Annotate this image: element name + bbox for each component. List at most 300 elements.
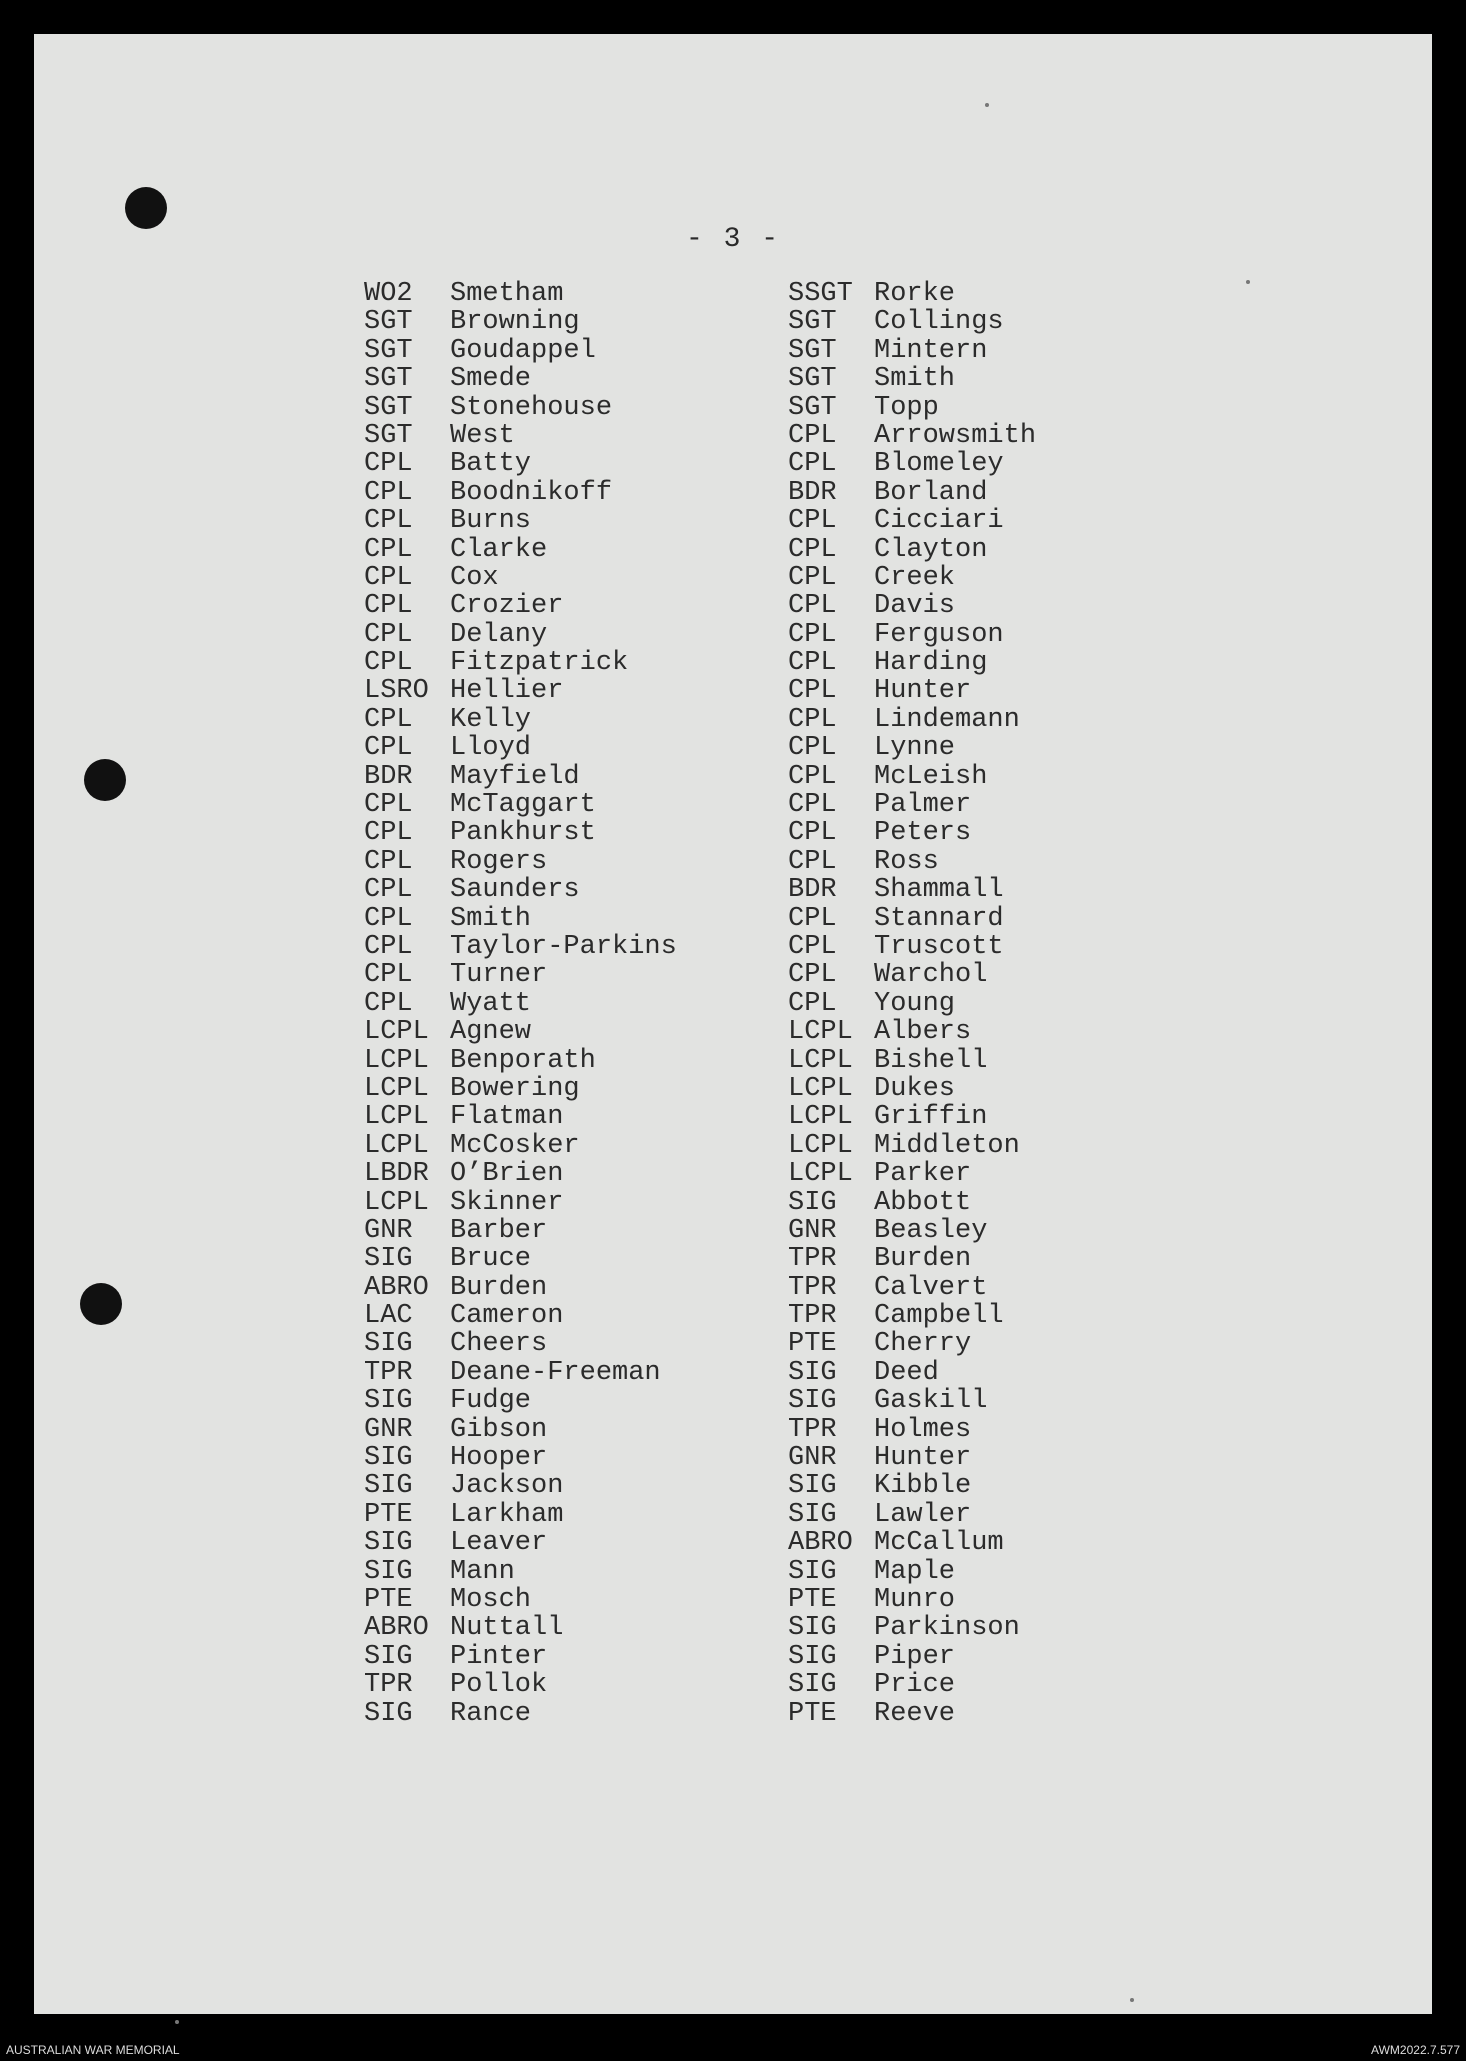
personnel-entry [364,621,677,649]
surname: Burns [450,506,532,537]
surname: Pinter [450,1641,548,1672]
surname: O’Brien [450,1159,564,1190]
surname: Hellier [450,676,564,707]
surname: Pankhurst [450,818,596,849]
personnel-entry [364,1416,677,1444]
personnel-entry [788,422,1036,450]
personnel-entry [788,1359,1036,1387]
surname: Collings [874,307,1004,338]
rank: LBDR [364,1159,429,1190]
rank: CPL [788,562,837,593]
surname: Davis [874,591,956,622]
personnel-entry [364,365,677,393]
personnel-entry [364,394,677,422]
personnel-entry [788,337,1036,365]
document-page [34,34,1432,2014]
rank: CPL [788,534,837,565]
rank: SIG [364,1556,413,1587]
personnel-entry [364,961,677,989]
surname: Cheers [450,1329,548,1360]
surname: Shammall [874,875,1004,906]
rank: SIG [364,1244,413,1275]
rank: CPL [364,790,413,821]
surname: Smede [450,364,532,395]
surname: Munro [874,1584,956,1615]
surname: McCosker [450,1130,580,1161]
rank: BDR [788,875,837,906]
rank: GNR [364,1414,413,1445]
personnel-entry [364,677,677,705]
rank: CPL [788,619,837,650]
rank: SGT [788,392,837,423]
personnel-entry [788,1330,1036,1358]
surname: Goudappel [450,335,596,366]
rank: PTE [788,1329,837,1360]
surname: Wyatt [450,988,532,1019]
surname: Burden [450,1272,548,1303]
surname: Piper [874,1641,956,1672]
personnel-entry [788,1700,1036,1728]
rank: SIG [788,1613,837,1644]
personnel-entry [788,1558,1036,1586]
punch-hole-middle [84,759,126,801]
rank: GNR [788,1215,837,1246]
surname: Flatman [450,1102,564,1133]
personnel-entry [788,1643,1036,1671]
rank: CPL [364,562,413,593]
personnel-entry [364,422,677,450]
rank: SIG [788,1386,837,1417]
surname: Skinner [450,1187,564,1218]
page-number: - 3 - [685,224,780,255]
rank: SGT [788,364,837,395]
personnel-entry [788,1586,1036,1614]
personnel-entry [788,649,1036,677]
rank: LCPL [788,1159,853,1190]
surname: Cherry [874,1329,972,1360]
surname: Agnew [450,1017,532,1048]
rank: SIG [788,1641,837,1672]
personnel-entry [364,337,677,365]
personnel-entry [364,905,677,933]
surname: Mosch [450,1584,532,1615]
surname: Gaskill [874,1386,988,1417]
rank: CPL [364,704,413,735]
rank: LCPL [788,1102,853,1133]
rank: SIG [364,1698,413,1729]
personnel-entry [364,791,677,819]
surname: Price [874,1670,956,1701]
rank: BDR [364,761,413,792]
rank: CPL [364,903,413,934]
personnel-entry [788,507,1036,535]
rank: CPL [788,960,837,991]
rank: LCPL [788,1073,853,1104]
surname: Deed [874,1357,939,1388]
rank: CPL [364,818,413,849]
personnel-entry [788,394,1036,422]
personnel-entry [364,1103,677,1131]
paper-speck [985,103,989,107]
surname: Gibson [450,1414,548,1445]
rank: CPL [788,648,837,679]
surname: McLeish [874,761,988,792]
personnel-entry [788,734,1036,762]
surname: Maple [874,1556,956,1587]
rank: SIG [364,1329,413,1360]
personnel-entry [364,507,677,535]
surname: Deane-Freeman [450,1357,661,1388]
rank: TPR [788,1244,837,1275]
surname: Warchol [874,960,988,991]
rank: SIG [364,1528,413,1559]
rank: CPL [788,420,837,451]
rank: CPL [788,591,837,622]
rank: TPR [364,1357,413,1388]
rank: PTE [788,1584,837,1615]
surname: Fitzpatrick [450,648,629,679]
surname: Middleton [874,1130,1020,1161]
rank: SGT [364,307,413,338]
personnel-entry [788,1018,1036,1046]
rank: LCPL [788,1130,853,1161]
rank: GNR [788,1443,837,1474]
personnel-entry [788,1075,1036,1103]
surname: Smetham [450,279,564,309]
surname: Clayton [874,534,988,565]
personnel-entry [788,1189,1036,1217]
personnel-entry [788,592,1036,620]
rank: CPL [364,960,413,991]
surname: Boodnikoff [450,477,613,508]
personnel-entry [788,1302,1036,1330]
personnel-entry [788,536,1036,564]
surname: Reeve [874,1698,956,1729]
personnel-entry [788,1444,1036,1472]
surname: Bishell [874,1045,988,1076]
personnel-entry [788,990,1036,1018]
personnel-entry [788,1416,1036,1444]
surname: McTaggart [450,790,596,821]
surname: Holmes [874,1414,972,1445]
personnel-entry [788,1160,1036,1188]
rank: SGT [364,364,413,395]
personnel-entry [364,1018,677,1046]
personnel-entry [364,1274,677,1302]
rank: LCPL [364,1045,429,1076]
personnel-entry [364,706,677,734]
rank: CPL [364,591,413,622]
personnel-entry [788,1501,1036,1529]
personnel-entry [788,479,1036,507]
punch-hole-top [125,187,167,229]
personnel-entry [788,677,1036,705]
personnel-entry [364,1671,677,1699]
rank: SIG [364,1443,413,1474]
rank: SIG [364,1641,413,1672]
personnel-entry [788,1047,1036,1075]
surname: Barber [450,1215,548,1246]
rank: ABRO [364,1272,429,1303]
rank: LAC [364,1301,413,1332]
personnel-entry [364,1189,677,1217]
surname: Creek [874,562,956,593]
surname: Clarke [450,534,548,565]
personnel-entry [364,1217,677,1245]
surname: Peters [874,818,972,849]
surname: Jackson [450,1471,564,1502]
surname: Palmer [874,790,972,821]
surname: Burden [874,1244,972,1275]
personnel-entry [788,961,1036,989]
surname: Griffin [874,1102,988,1133]
rank: PTE [364,1584,413,1615]
paper-speck [1130,1998,1134,2002]
personnel-entry [364,1387,677,1415]
rank: CPL [364,506,413,537]
personnel-entry [364,1132,677,1160]
personnel-entry [788,1245,1036,1273]
personnel-entry [364,1359,677,1387]
personnel-entry [788,1614,1036,1642]
rank: SGT [788,335,837,366]
surname: Parkinson [874,1613,1020,1644]
rank: LCPL [364,1130,429,1161]
surname: Leaver [450,1528,548,1559]
personnel-entry [788,1671,1036,1699]
personnel-entry [788,280,1036,308]
personnel-entry [788,1217,1036,1245]
personnel-entry [364,564,677,592]
surname: Mann [450,1556,515,1587]
punch-hole-bottom [80,1283,122,1325]
rank: TPR [364,1670,413,1701]
rank: SIG [788,1357,837,1388]
rank: SGT [364,392,413,423]
rank: SIG [788,1499,837,1530]
rank: GNR [364,1215,413,1246]
surname: Topp [874,392,939,423]
rank: CPL [788,988,837,1019]
surname: Bruce [450,1244,532,1275]
rank: CPL [788,676,837,707]
surname: Stonehouse [450,392,613,423]
surname: Smith [450,903,532,934]
surname: Benporath [450,1045,596,1076]
personnel-entry [788,876,1036,904]
rank: LCPL [364,1073,429,1104]
surname: Browning [450,307,580,338]
surname: Calvert [874,1272,988,1303]
surname: Harding [874,648,988,679]
rank: PTE [788,1698,837,1729]
rank: SIG [364,1471,413,1502]
rank: LSRO [364,676,429,707]
surname: Taylor-Parkins [450,931,677,962]
personnel-entry [788,763,1036,791]
surname: Stannard [874,903,1004,934]
surname: Arrowsmith [874,420,1037,451]
personnel-entry [364,876,677,904]
personnel-entry [364,763,677,791]
personnel-entry [364,1501,677,1529]
rank: LCPL [788,1017,853,1048]
rank: SGT [364,335,413,366]
surname: Saunders [450,875,580,906]
rank: CPL [788,846,837,877]
personnel-entry [364,1330,677,1358]
surname: Dukes [874,1073,956,1104]
personnel-entry [364,990,677,1018]
rank: SIG [364,1386,413,1417]
personnel-entry [364,592,677,620]
rank: CPL [364,875,413,906]
rank: CPL [788,506,837,537]
personnel-entry [364,1529,677,1557]
personnel-entry [788,1472,1036,1500]
rank: CPL [788,733,837,764]
rank: TPR [788,1272,837,1303]
surname: Lloyd [450,733,532,764]
surname: Nuttall [450,1613,564,1644]
personnel-entry [788,791,1036,819]
surname: Lawler [874,1499,972,1530]
rank: CPL [788,818,837,849]
rank: BDR [788,477,837,508]
rank: CPL [788,931,837,962]
surname: Hooper [450,1443,548,1474]
surname: Smith [874,364,956,395]
surname: Batty [450,449,532,480]
surname: Hunter [874,1443,972,1474]
rank: SGT [364,420,413,451]
surname: Delany [450,619,548,650]
personnel-entry [364,1245,677,1273]
personnel-entry [364,450,677,478]
personnel-entry [788,1103,1036,1131]
rank: TPR [788,1414,837,1445]
surname: Rogers [450,846,548,877]
surname: Young [874,988,956,1019]
personnel-entry [364,734,677,762]
paper-speck [175,2020,179,2024]
personnel-entry [364,1700,677,1728]
surname: West [450,420,515,451]
surname: Albers [874,1017,972,1048]
surname: Campbell [874,1301,1004,1332]
rank: LCPL [364,1187,429,1218]
surname: Kelly [450,704,532,735]
surname: Truscott [874,931,1004,962]
personnel-entry [364,536,677,564]
personnel-list-right [788,280,1036,1728]
surname: McCallum [874,1528,1004,1559]
personnel-entry [364,1160,677,1188]
surname: Larkham [450,1499,564,1530]
personnel-entry [788,1387,1036,1415]
rank: LCPL [788,1045,853,1076]
footer-institution: AUSTRALIAN WAR MEMORIAL [6,2043,180,2057]
personnel-entry [364,819,677,847]
rank: SGT [788,307,837,338]
surname: Cameron [450,1301,564,1332]
rank: SIG [788,1187,837,1218]
rank: SIG [788,1471,837,1502]
personnel-entry [788,706,1036,734]
rank: ABRO [788,1528,853,1559]
personnel-entry [364,1302,677,1330]
surname: Mintern [874,335,988,366]
rank: SSGT [788,279,853,309]
surname: Cicciari [874,506,1004,537]
personnel-entry [364,1472,677,1500]
rank: CPL [788,761,837,792]
personnel-entry [364,479,677,507]
surname: Parker [874,1159,972,1190]
personnel-entry [364,1643,677,1671]
surname: Turner [450,960,548,991]
personnel-entry [788,848,1036,876]
surname: Cox [450,562,499,593]
rank: PTE [364,1499,413,1530]
rank: CPL [364,449,413,480]
surname: Pollok [450,1670,548,1701]
rank: CPL [788,903,837,934]
surname: Blomeley [874,449,1004,480]
personnel-entry [788,308,1036,336]
personnel-entry [788,1274,1036,1302]
personnel-entry [788,1529,1036,1557]
personnel-entry [788,365,1036,393]
rank: CPL [364,534,413,565]
rank: TPR [788,1301,837,1332]
personnel-entry [364,933,677,961]
rank: WO2 [364,279,413,309]
surname: Hunter [874,676,972,707]
rank: SIG [788,1670,837,1701]
personnel-entry [364,1614,677,1642]
rank: ABRO [364,1613,429,1644]
surname: Ferguson [874,619,1004,650]
surname: Rance [450,1698,532,1729]
personnel-entry [364,308,677,336]
surname: Beasley [874,1215,988,1246]
rank: CPL [788,704,837,735]
rank: LCPL [364,1017,429,1048]
surname: Borland [874,477,988,508]
surname: Kibble [874,1471,972,1502]
personnel-entry [364,1075,677,1103]
rank: CPL [364,733,413,764]
personnel-entry [364,1586,677,1614]
personnel-entry [788,450,1036,478]
rank: CPL [364,931,413,962]
surname: Abbott [874,1187,972,1218]
personnel-entry [788,933,1036,961]
personnel-entry [364,1047,677,1075]
personnel-list-left [364,280,677,1728]
personnel-entry [788,1132,1036,1160]
surname: Fudge [450,1386,532,1417]
surname: Crozier [450,591,564,622]
surname: Rorke [874,279,956,309]
rank: CPL [364,477,413,508]
rank: CPL [788,790,837,821]
personnel-entry [788,621,1036,649]
rank: CPL [364,988,413,1019]
personnel-entry [788,564,1036,592]
surname: Mayfield [450,761,580,792]
